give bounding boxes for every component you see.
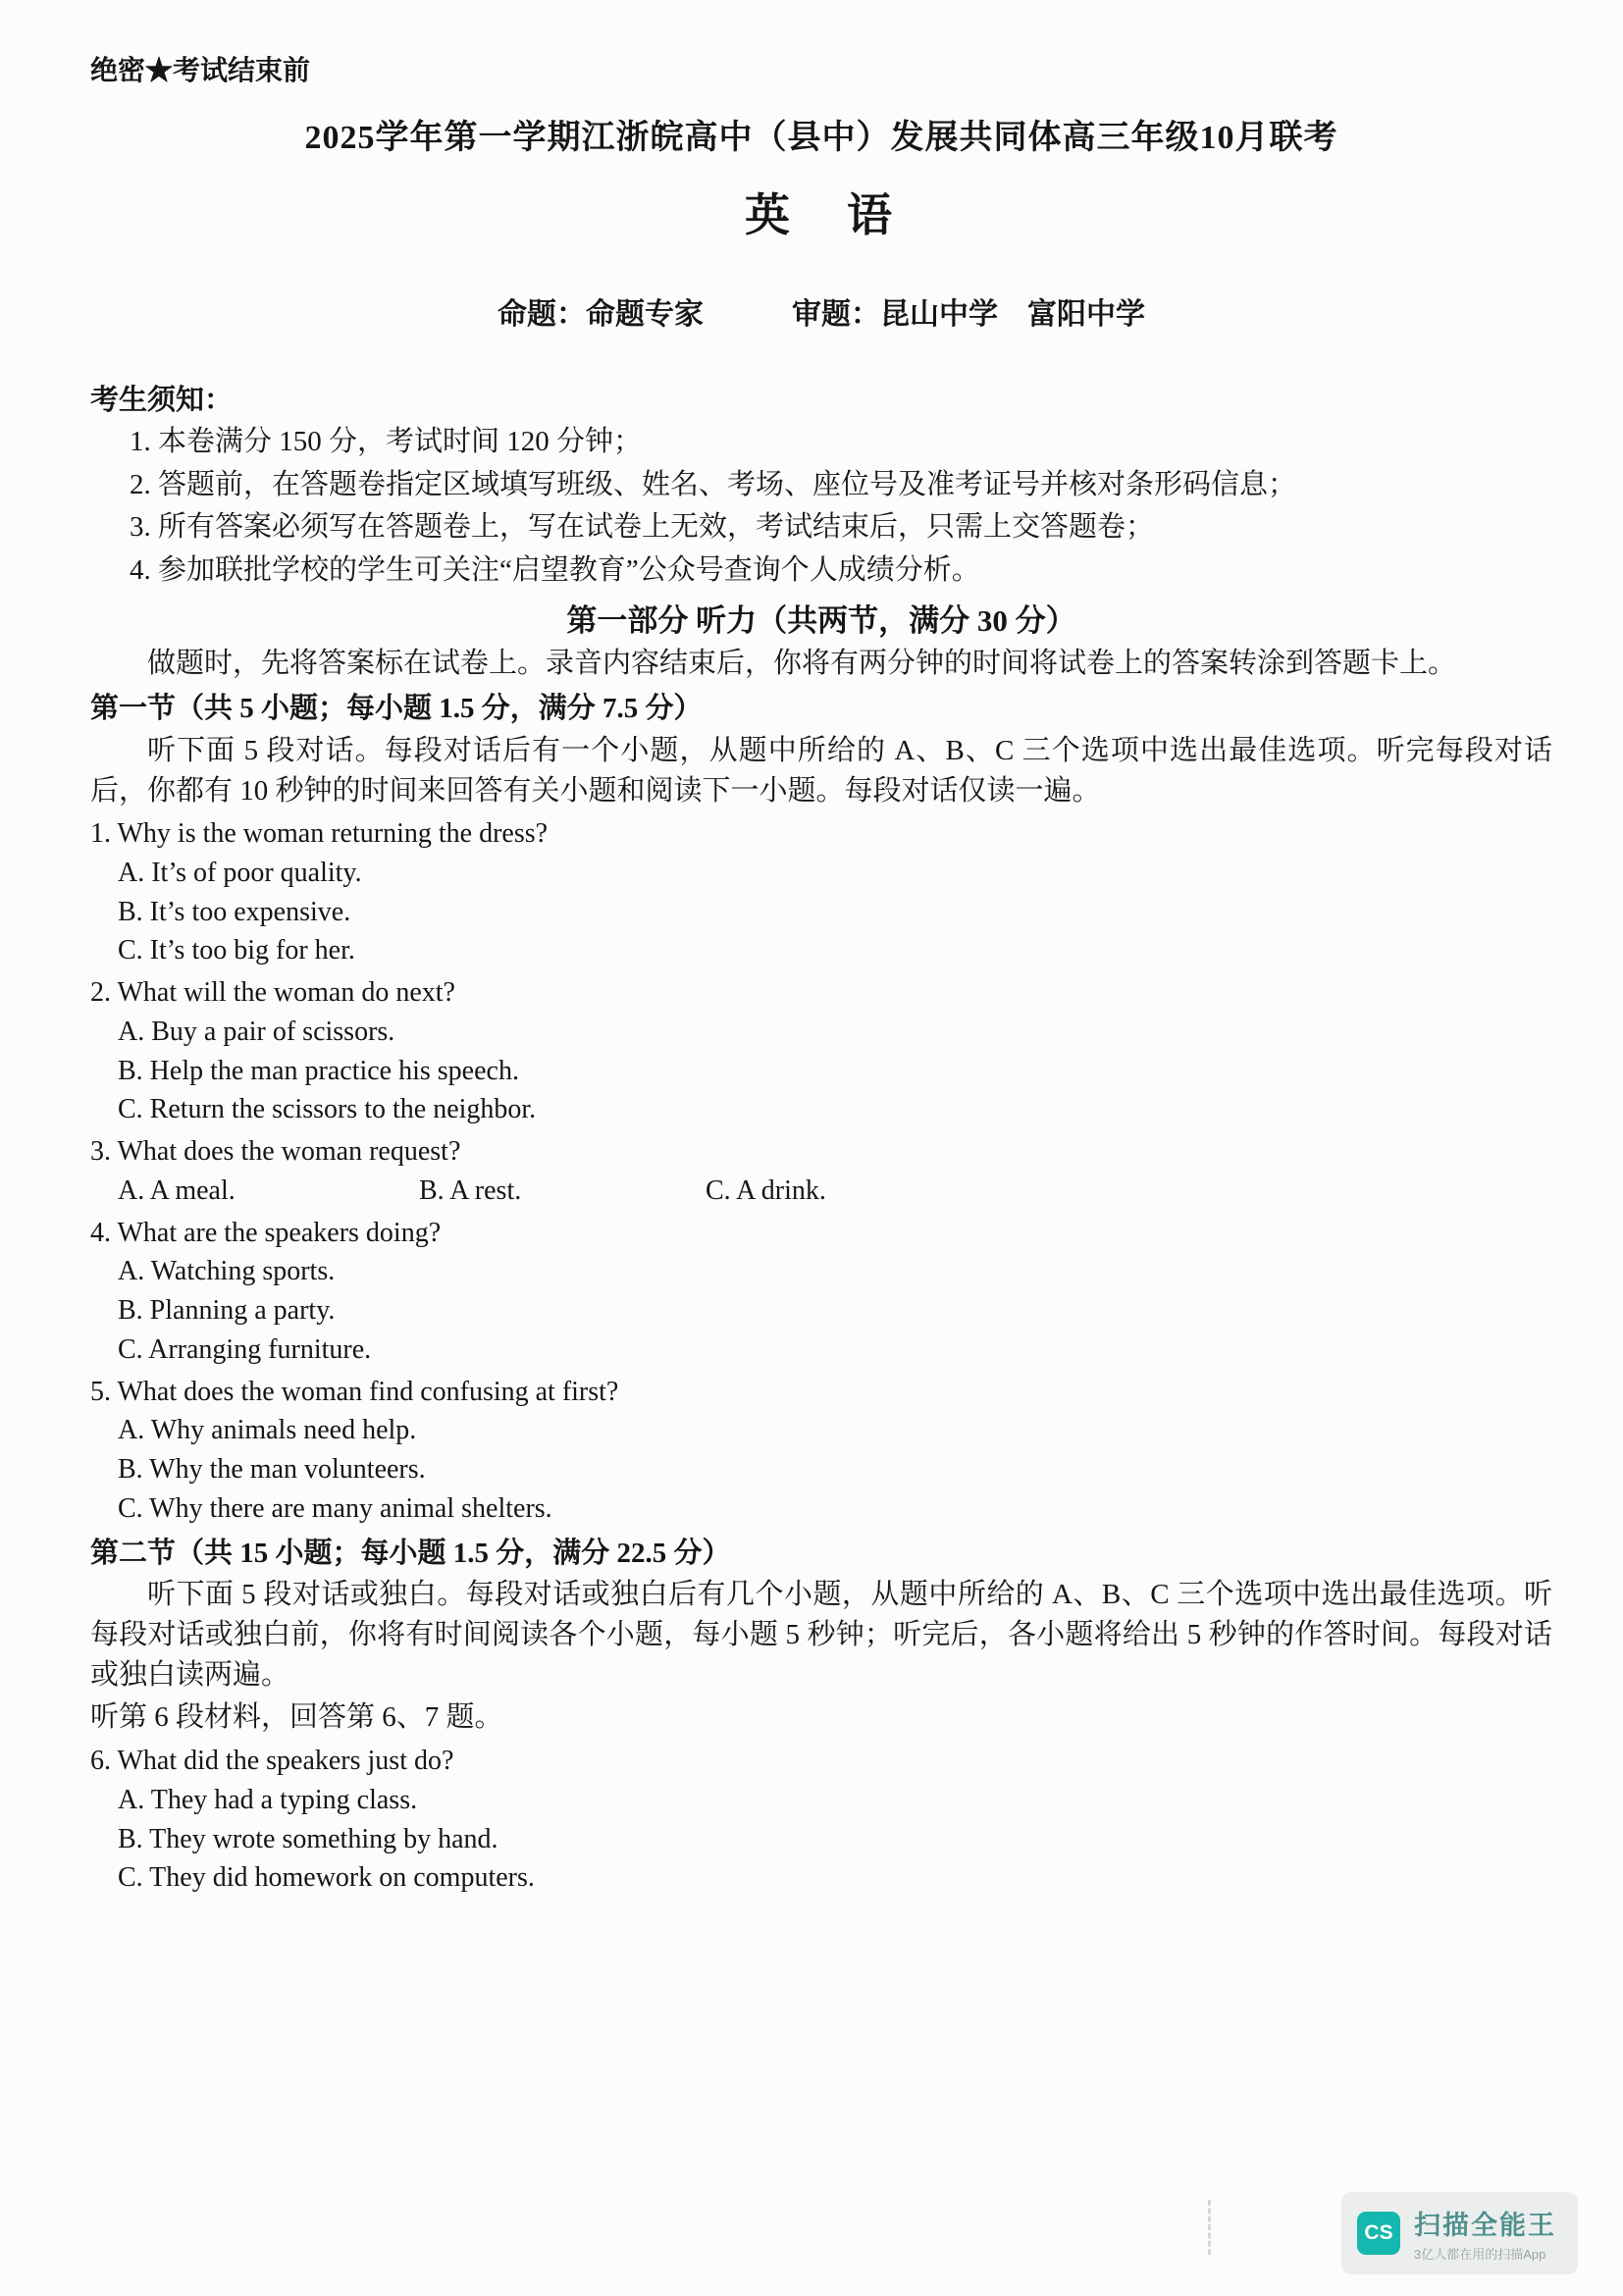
option-a: A. A meal.	[118, 1174, 236, 1206]
option-c: C. Arranging furniture.	[118, 1333, 372, 1365]
option-c: C. It’s too big for her.	[118, 935, 355, 966]
camscanner-watermark	[1341, 2192, 1578, 2274]
app-tagline: 3亿人都在用的扫描App	[1414, 2247, 1546, 2262]
section1-instructions: 听下面 5 段对话。每段对话后有一个小题，从题中所给的 A、B、C 三个选项中选出最佳选项。听完每段对话后，你都有 10 秒钟的时间来回答有关小题和阅读下一小题。每段对话仅读一遍。	[90, 734, 1552, 807]
question-text: 5. What does the woman find confusing at first?	[90, 1376, 619, 1407]
part1-heading: 第一部分 听力（共两节，满分 30 分）	[566, 603, 1076, 639]
question-text: 1. Why is the woman returning the dress?	[90, 818, 549, 849]
option-c: C. A drink.	[706, 1174, 826, 1206]
option-c: C. Return the scissors to the neighbor.	[118, 1094, 537, 1125]
option-c: C. They did homework on computers.	[118, 1862, 535, 1894]
option-a: A. Why animals need help.	[118, 1415, 417, 1446]
option-a: A. It’s of poor quality.	[118, 857, 362, 888]
question-text: 6. What did the speakers just do?	[90, 1746, 454, 1777]
camscanner-logo-icon: CS	[1357, 2212, 1400, 2255]
option-b: B. Why the man volunteers.	[118, 1454, 426, 1485]
section1-heading: 第一节（共 5 小题；每小题 1.5 分，满分 7.5 分）	[90, 693, 703, 725]
option-c: C. Why there are many animal shelters.	[118, 1492, 552, 1524]
material-note: 听第 6 段材料，回答第 6、7 题。	[90, 1700, 503, 1733]
question-text: 4. What are the speakers doing?	[90, 1217, 442, 1248]
option-a: A. They had a typing class.	[118, 1784, 418, 1815]
notice-item-1: 1. 本卷满分 150 分，考试时间 120 分钟；	[130, 426, 643, 458]
notice-item-4: 4. 参加联批学校的学生可关注“启望教育”公众号查询个人成绩分析。	[130, 553, 980, 586]
option-a: A. Watching sports.	[118, 1256, 336, 1287]
options-row	[90, 1172, 1552, 1211]
section2-heading: 第二节（共 15 小题；每小题 1.5 分，满分 22.5 分）	[90, 1537, 731, 1569]
option-b: B. Help the man practice his speech.	[118, 1055, 519, 1086]
question-text: 2. What will the woman do next?	[90, 977, 455, 1008]
watermark-dashed-line	[1208, 2200, 1211, 2255]
question-6	[90, 1742, 1552, 1898]
question-2	[90, 973, 1552, 1129]
classification-label: 绝密★考试结束前	[90, 56, 311, 86]
question-3	[90, 1132, 1552, 1211]
option-b: B. They wrote something by hand.	[118, 1823, 498, 1854]
byline: 命题：命题专家 审题：昆山中学 富阳中学	[497, 298, 1145, 331]
app-name: 扫描全能王	[1414, 2211, 1556, 2240]
question-text: 3. What does the woman request?	[90, 1136, 461, 1167]
exam-title: 2025学年第一学期江浙皖高中（县中）发展共同体高三年级10月联考	[304, 120, 1338, 156]
part1-intro: 做题时，先将答案标在试卷上。录音内容结束后，你将有两分钟的时间将试卷上的答案转涂到答题卡上。	[147, 647, 1457, 679]
option-b: B. It’s too expensive.	[118, 896, 351, 927]
subject-title: 英 语	[745, 190, 898, 240]
section2-instructions: 听下面 5 段对话或独白。每段对话或独白后有几个小题，从题中所给的 A、B、C 三个选项中选出最佳选项。听每段对话或独白前，你将有时间阅读各个小题，每小题 5 秒钟；听完后，各小题将给出 5 秒钟的作答时间。每段对话或独白读两遍。	[90, 1579, 1552, 1692]
question-5	[90, 1373, 1552, 1529]
question-1	[90, 814, 1552, 970]
option-b: B. Planning a party.	[118, 1295, 336, 1326]
notice-item-3: 3. 所有答案必须写在答题卷上，写在试卷上无效，考试结束后，只需上交答题卷；	[130, 511, 1155, 544]
camscanner-text	[1414, 2204, 1556, 2263]
notice-item-2: 2. 答题前，在答题卷指定区域填写班级、姓名、考场、座位号及准考证号并核对条形码信息；	[130, 468, 1297, 500]
question-4	[90, 1214, 1552, 1370]
notice-heading: 考生须知：	[90, 385, 234, 416]
option-a: A. Buy a pair of scissors.	[118, 1016, 395, 1047]
option-b: B. A rest.	[419, 1174, 522, 1206]
